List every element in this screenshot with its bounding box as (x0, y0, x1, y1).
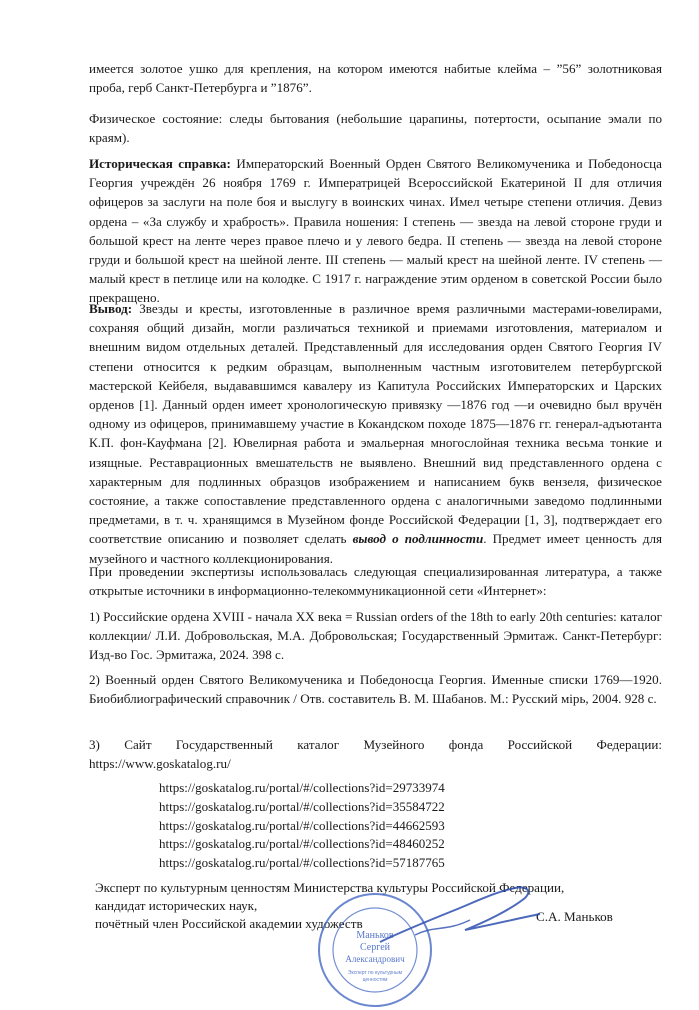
svg-text:Маньков: Маньков (356, 930, 394, 941)
historical-note-label: Историческая справка: (89, 156, 231, 171)
svg-text:ценностям: ценностям (362, 977, 388, 983)
conclusion-text-a: Звезды и кресты, изготовленные в различное время различными мастерами-ювелирами, сохраняя общий дизайн, могли различаться техникой и приемами изготовления, материалом и внешним видом отдельных деталей. Представленный для исследования орден Святого Георгия IV степени относится к редким образцам, выполненным частным изготовителем петербургской мастерской Кейбеля, выдававшимся кавалеру из Капитула Российских Императорских и Царских орденов [1]. Данный орден имеет хронологическую привязку —1876 год —и очевидно был вручён одному из офицеров, принимавшему участие в Кокандском походе 1875—1876 гг. генерал-адъютанта К.П. фон-Кауфмана [2]. Ювелирная работа и эмальерная многослойная техника весьма тонкие и изящные. Реставрационных вмешательств не выявлено. Внешний вид представленного ордена с характерным для подлинных образцов изображением и написанием букв вензеля, физическое состояние, а также сопоставление представленного ордена с аналогичными заведомо подлинными предметами, в т. ч. хранящимся в Музейном фонде Российской Федерации [1, 3], подтверждает его соответствие описанию и позволяет сделать (89, 301, 662, 547)
reference-3 (89, 735, 662, 773)
catalog-link[interactable]: https://goskatalog.ru/portal/#/collections?id=35584722 (159, 798, 445, 814)
reference-1: 1) Российские ордена XVIII - начала XX века = Russian orders of the 18th to early 20th centuries: каталог коллекции/ Л.И. Добровольская, М.А. Добровольская; Государственный Эрмитаж. Санкт-Петербург: Изд-во Гос. Эрмитажа, 2024. 398 с. (89, 609, 662, 663)
catalog-link[interactable]: https://goskatalog.ru/portal/#/collections?id=44662593 (159, 817, 445, 833)
paragraph-condition: Физическое состояние: следы бытования (небольшие царапины, потертости, осыпание эмали по краям). (89, 111, 662, 146)
paragraph-literature-intro: При проведении экспертизы использовалась следующая специализированная литература, а также открытые источники в информационно-телекоммуникационной сети «Интернет»: (89, 564, 662, 599)
svg-text:Эксперт по культурным: Эксперт по культурным (347, 970, 403, 976)
catalog-links-list (159, 779, 479, 873)
paragraph-award-mark: имеется золотое ушко для крепления, на котором имеются набитые клейма – ”56” золотниковая проба, герб Санкт-Петербурга и ”1876”. (89, 61, 662, 96)
paragraph-historical-note (89, 154, 662, 308)
expert-title-line-2: кандидат исторических наук, (95, 898, 258, 913)
signer-name: С.А. Маньков (536, 909, 613, 924)
reference-2: 2) Военный орден Святого Великомученика и Победоносца Георгия. Именные списки 1769—1920. Биобиблиографический справочник / Отв. составитель В. М. Шабанов. М.: Русский мiрь, 2004. 928 с. (89, 672, 662, 707)
catalog-link[interactable]: https://goskatalog.ru/portal/#/collections?id=48460252 (159, 836, 445, 852)
conclusion-text-b: . Предмет имеет ценность для музейного и частного коллекционирования. (89, 531, 662, 566)
svg-text:Александрович: Александрович (345, 954, 405, 964)
svg-text:Сергей: Сергей (360, 942, 390, 953)
historical-note-text: Императорский Военный Орден Святого Великомученика и Победоносца Георгия учреждён 26 ноября 1769 г. Императрицей Всероссийской Екатериной II для отличия офицеров за заслуги на поле боя и выслугу в воинских чинах. Имел четыре степени отличия. Девиз ордена – «За службу и храбрость». Правила ношения: I степень — звезда на левой стороне груди и большой крест на ленте через правое плечо и у левого бедра. II степень — звезда на левой стороне груди и большой крест на шейной ленте. III степень — малый крест на шейной ленте. IV степень — малый крест в петлице или на колодке. С 1917 г. награждение этим орденом в советской России было прекращено. (89, 156, 662, 306)
signature (375, 880, 545, 960)
conclusion-label: Вывод: (89, 301, 133, 316)
reference-3-url[interactable]: https://www.goskatalog.ru/ (89, 756, 231, 772)
catalog-link[interactable]: https://goskatalog.ru/portal/#/collections?id=57187765 (159, 855, 445, 871)
conclusion-authenticity: вывод о подлинности (352, 531, 484, 547)
catalog-link[interactable]: https://goskatalog.ru/portal/#/collections?id=29733974 (159, 780, 445, 795)
expert-title-line-3: почётный член Российской академии художеств (95, 916, 363, 931)
expert-title-line-1: Эксперт по культурным ценностям Министерства культуры Российской Федерации, (95, 880, 565, 895)
paragraph-conclusion (89, 299, 662, 568)
reference-3-title: 3) Сайт Государственный каталог Музейного фонда Российской Федерации: (89, 737, 662, 752)
